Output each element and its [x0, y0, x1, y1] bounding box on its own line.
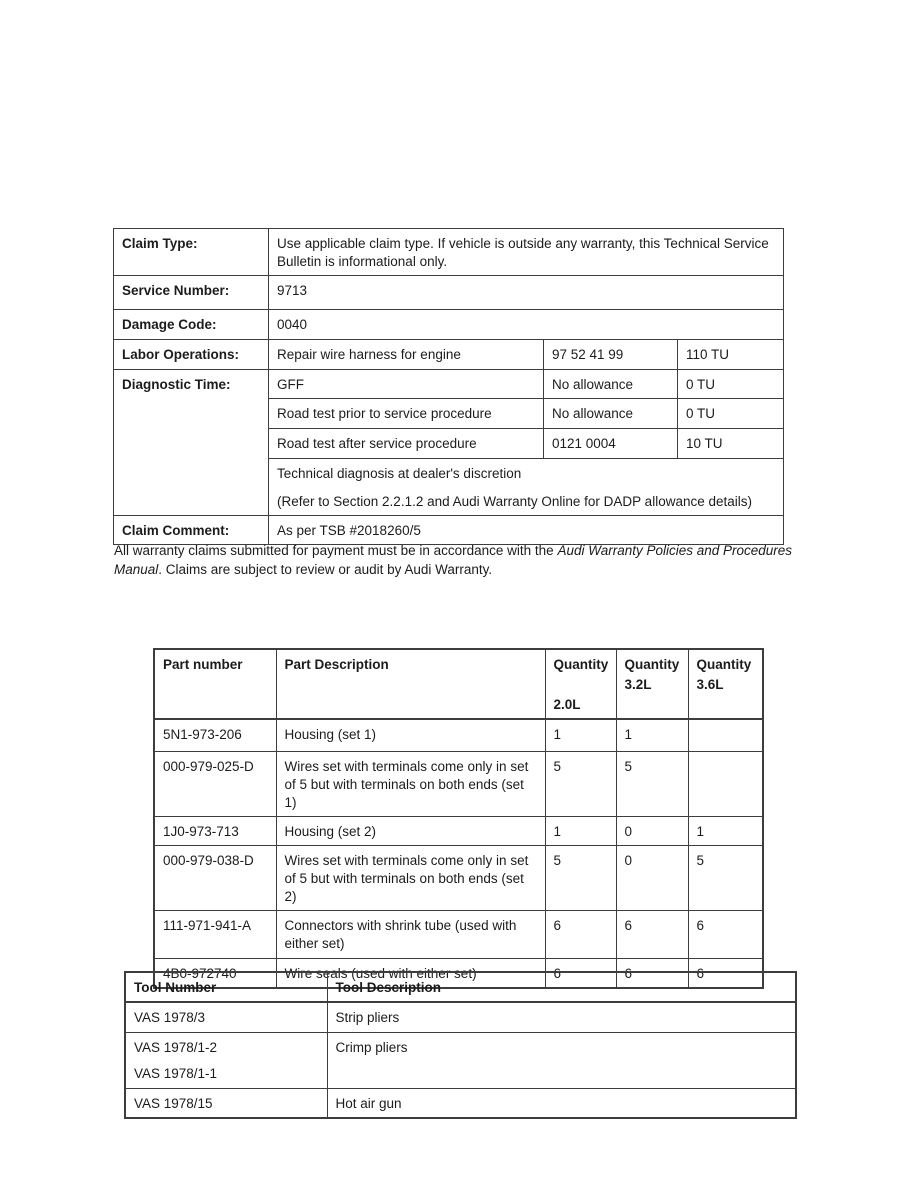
claim-type-row: [114, 229, 784, 276]
diagnostic-desc: GFF: [269, 370, 544, 399]
qty-32-cell: 0: [616, 816, 688, 845]
claim-comment-label: Claim Comment:: [114, 516, 269, 545]
tool-number-cell: VAS 1978/3: [125, 1002, 327, 1032]
warranty-note-manual-title: Audi Warranty Policies and Procedures Manual: [114, 543, 793, 577]
qty-32-cell: 6: [616, 910, 688, 958]
diagnostic-time-label: Diagnostic Time:: [114, 370, 269, 516]
warranty-note-pre: All warranty claims submitted for payment must be in accordance with the: [114, 543, 558, 558]
tools-header-number: Tool Number: [125, 972, 327, 1002]
tool-number-line1: VAS 1978/1-2: [134, 1039, 218, 1055]
qty-32-cell: 6: [616, 958, 688, 988]
tools-table: [124, 971, 797, 1119]
tools-header-row: [125, 972, 796, 1002]
tool-row: [125, 1088, 796, 1118]
labor-operations-row: [114, 340, 784, 370]
damage-code-label: Damage Code:: [114, 310, 269, 340]
qty-36-cell: [688, 719, 763, 751]
claim-comment-value: As per TSB #2018260/5: [269, 516, 784, 545]
parts-header-row: [154, 649, 763, 719]
part-number-cell: 111-971-941-A: [154, 910, 276, 958]
qty-20-cell: 6: [545, 958, 616, 988]
part-description-cell: Housing (set 1): [276, 719, 545, 751]
qty-36-cell: 6: [688, 910, 763, 958]
part-number-cell: 1J0-973-713: [154, 816, 276, 845]
tool-description-cell: Hot air gun: [327, 1088, 796, 1118]
qty-20-cell: 5: [545, 751, 616, 816]
technical-diagnosis-line1: Technical diagnosis at dealer's discretion: [277, 466, 522, 481]
tool-number-cell: [125, 1032, 327, 1088]
qty-20-cell: 5: [545, 845, 616, 910]
service-number-label: Service Number:: [114, 276, 269, 310]
tool-row: [125, 1002, 796, 1032]
claim-type-label: Claim Type:: [114, 229, 269, 276]
tool-description-cell: Strip pliers: [327, 1002, 796, 1032]
part-description-cell: Wires set with terminals come only in set of 5 but with terminals on both ends (set 2): [276, 845, 545, 910]
qty-20-cell: 1: [545, 816, 616, 845]
part-row: [154, 845, 763, 910]
part-description-cell: Housing (set 2): [276, 816, 545, 845]
claim-type-value: Use applicable claim type. If vehicle is outside any warranty, this Technical Service Bulletin is informational only.: [269, 229, 784, 276]
diagnostic-time: 0 TU: [678, 370, 784, 399]
diagnostic-time: 10 TU: [678, 429, 784, 459]
qty-32-cell: 0: [616, 845, 688, 910]
parts-table: [153, 648, 764, 989]
qty-36-cell: 6: [688, 958, 763, 988]
parts-header-part-number: Part number: [154, 649, 276, 719]
part-description-cell: Wires set with terminals come only in set of 5 but with terminals on both ends (set 1): [276, 751, 545, 816]
diagnostic-desc: Road test after service procedure: [269, 429, 544, 459]
tool-row: [125, 1032, 796, 1088]
part-row: [154, 910, 763, 958]
diagnostic-code: 0121 0004: [544, 429, 678, 459]
warranty-note: [114, 542, 809, 579]
warranty-note-post: . Claims are subject to review or audit by Audi Warranty.: [158, 561, 493, 577]
parts-header-qty-32: Quantity 3.2L: [616, 649, 688, 719]
qty-20-cell: 6: [545, 910, 616, 958]
parts-header-qty-20: Quantity 2.0L: [545, 649, 616, 719]
diagnostic-time: 0 TU: [678, 399, 784, 429]
claim-table: [113, 228, 784, 545]
technical-diagnosis-line2: (Refer to Section 2.2.1.2 and Audi Warranty Online for DADP allowance details): [277, 494, 752, 509]
part-number-cell: 000-979-025-D: [154, 751, 276, 816]
tool-number-line2: VAS 1978/1-1: [134, 1065, 218, 1081]
tool-number-cell: VAS 1978/15: [125, 1088, 327, 1118]
qty-32-cell: 1: [616, 719, 688, 751]
damage-code-value: 0040: [269, 310, 784, 340]
qty-20-cell: 1: [545, 719, 616, 751]
damage-code-row: [114, 310, 784, 340]
qty-36-cell: 1: [688, 816, 763, 845]
service-number-row: [114, 276, 784, 310]
part-description-cell: Connectors with shrink tube (used with either set): [276, 910, 545, 958]
tool-description-cell: Crimp pliers: [327, 1032, 796, 1088]
labor-operation-desc: Repair wire harness for engine: [269, 340, 544, 370]
diagnostic-code: No allowance: [544, 370, 678, 399]
part-row: [154, 751, 763, 816]
parts-header-qty-36: Quantity 3.6L: [688, 649, 763, 719]
qty-36-cell: [688, 751, 763, 816]
part-row: [154, 719, 763, 751]
qty-32-cell: 5: [616, 751, 688, 816]
diagnostic-desc: Road test prior to service procedure: [269, 399, 544, 429]
part-number-cell: 5N1-973-206: [154, 719, 276, 751]
part-number-cell: 4B0-972740: [154, 958, 276, 988]
diagnostic-code: No allowance: [544, 399, 678, 429]
diagnostic-row-gff: [114, 370, 784, 399]
labor-operation-code: 97 52 41 99: [544, 340, 678, 370]
part-row: [154, 816, 763, 845]
service-number-value: 9713: [269, 276, 784, 310]
part-description-cell: Wire seals (used with either set): [276, 958, 545, 988]
technical-diagnosis-cell: [269, 459, 784, 516]
labor-operations-label: Labor Operations:: [114, 340, 269, 370]
claim-comment-row: [114, 516, 784, 545]
tools-header-description: Tool Description: [327, 972, 796, 1002]
part-number-cell: 000-979-038-D: [154, 845, 276, 910]
qty-36-cell: 5: [688, 845, 763, 910]
labor-operation-time: 110 TU: [678, 340, 784, 370]
parts-header-description: Part Description: [276, 649, 545, 719]
